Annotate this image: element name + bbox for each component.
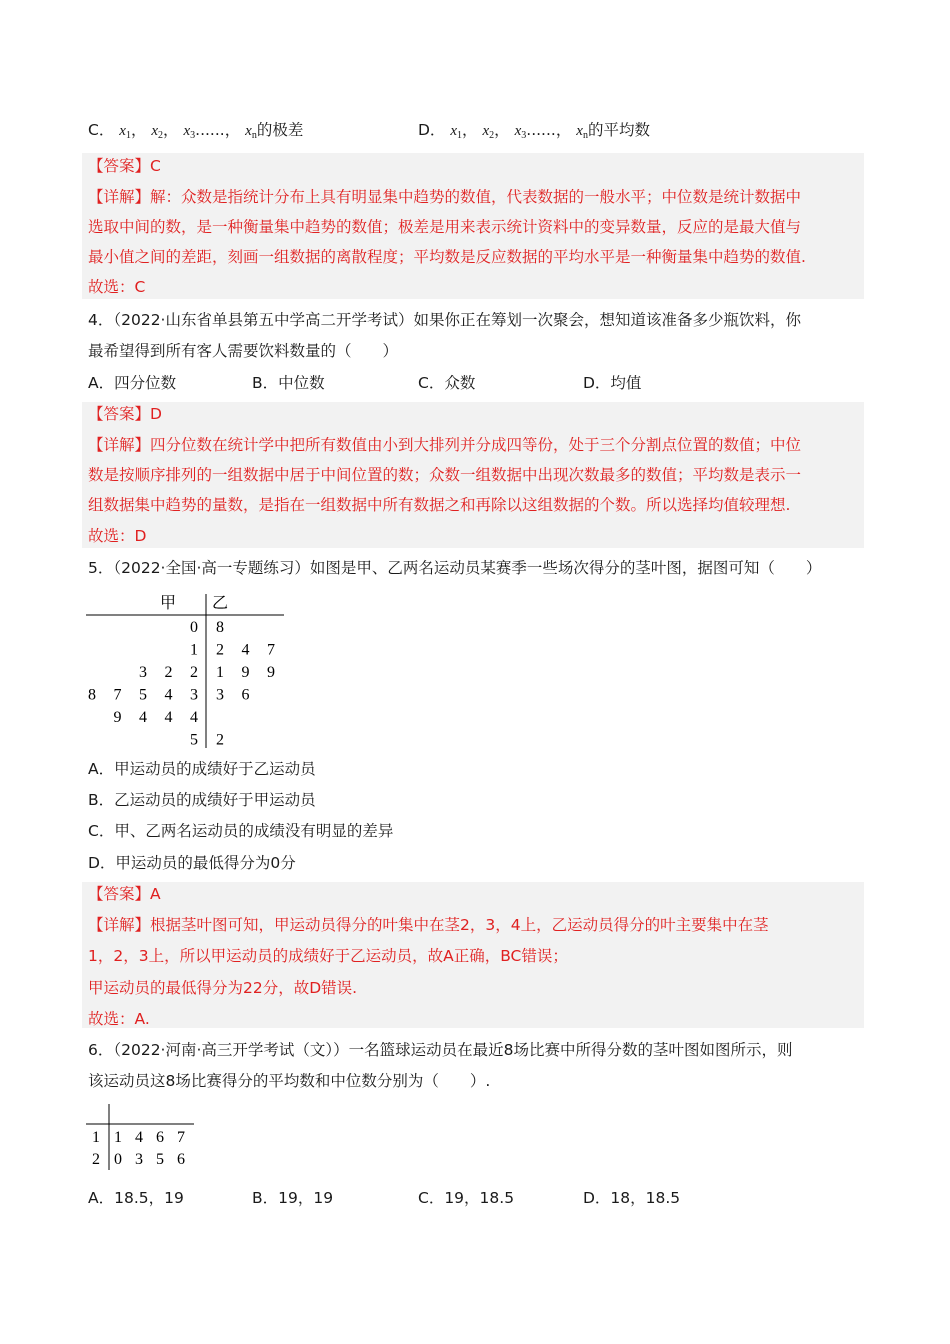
right-leaf: 3 bbox=[216, 686, 224, 704]
right-leaf: 2 bbox=[216, 641, 224, 659]
leaf-digit: 1 bbox=[114, 1129, 122, 1146]
q6-option-a: A．18.5，19 bbox=[88, 1189, 184, 1207]
leaf-digit: 3 bbox=[135, 1151, 143, 1168]
q5-answer: 【答案】A bbox=[88, 885, 161, 903]
stem-digit: 0 bbox=[190, 619, 198, 636]
leaf-digit: 0 bbox=[114, 1151, 122, 1168]
math-var: x bbox=[482, 123, 490, 139]
stem-digit: 1 bbox=[190, 641, 198, 659]
right-header: 乙 bbox=[212, 595, 229, 612]
q6-stem-line-1: 6．（2022·河南·高三开学考试（文））一名篮球运动员在最近8场比赛中所得分数的茎叶图如图所示，则 bbox=[88, 1041, 793, 1059]
left-leaf: 7 bbox=[113, 686, 122, 704]
left-leaf: 2 bbox=[164, 664, 173, 681]
stem-digit: 4 bbox=[190, 709, 198, 726]
math-var: x bbox=[245, 123, 252, 139]
stem-digit: 2 bbox=[190, 664, 198, 681]
stem-digit: 1 bbox=[92, 1129, 100, 1146]
q4-option-a: A．四分位数 bbox=[88, 374, 177, 392]
q3-option-c: C． $x_1$， $x_2$， $x_3$......， $x_n$的极差 bbox=[88, 121, 304, 141]
q3-answer: 【答案】C bbox=[88, 157, 161, 175]
q6-stem-leaf-plot bbox=[84, 1102, 204, 1172]
left-leaf: 4 bbox=[139, 709, 147, 726]
stem-digit: 2 bbox=[92, 1151, 100, 1168]
q5-detail-line-1: 【详解】根据茎叶图可知，甲运动员得分的叶集中在茎2，3，4上，乙运动员得分的叶主要集中在茎 bbox=[88, 916, 769, 934]
q5-stem-leaf-plot bbox=[84, 588, 304, 750]
right-leaf: 9 bbox=[241, 664, 250, 681]
q3-detail-line-1: 【详解】解：众数是指统计分布上具有明显集中趋势的数值，代表数据的一般水平；中位数是统计数据中 bbox=[88, 188, 802, 206]
leaf-digit: 6 bbox=[156, 1129, 164, 1146]
q4-answer: 【答案】D bbox=[88, 405, 162, 423]
q5-option-b: B．乙运动员的成绩好于甲运动员 bbox=[88, 791, 316, 809]
left-leaf: 8 bbox=[88, 686, 96, 704]
leaf-digit: 7 bbox=[177, 1129, 185, 1146]
q6-option-b: B．19，19 bbox=[252, 1189, 334, 1207]
q4-option-b: B．中位数 bbox=[252, 374, 325, 392]
stem-digit: 3 bbox=[190, 686, 198, 704]
math-var: x bbox=[514, 123, 522, 139]
q5-stem: 5．（2022·全国·高一专题练习）如图是甲、乙两名运动员某赛季一些场次得分的茎叶图，据图可知（ ） bbox=[88, 559, 822, 577]
q4-detail-line-3: 组数据集中趋势的量数，是指在一组数据中所有数据之和再除以这组数据的个数。所以选择均值较理想. bbox=[88, 496, 791, 514]
q5-detail-line-2: 1，2，3上，所以甲运动员的成绩好于乙运动员，故A正确，BC错误； bbox=[88, 947, 568, 965]
stem-digit: 5 bbox=[190, 731, 198, 749]
math-var: x bbox=[450, 123, 458, 139]
q6-option-d: D．18，18.5 bbox=[583, 1189, 681, 1207]
q5-option-d: D．甲运动员的最低得分为0分 bbox=[88, 854, 296, 872]
q4-stem-line-2: 最希望得到所有客人需要饮料数量的（ ） bbox=[88, 342, 399, 360]
q3-detail-line-3: 最小值之间的差距，刻画一组数据的离散程度；平均数是反应数据的平均水平是一种衡量集中趋势的数值. bbox=[88, 248, 806, 266]
q5-rows bbox=[88, 619, 275, 749]
q3-option-d: D． $x_1$， $x_2$， $x_3$......， $x_n$的平均数 bbox=[418, 121, 650, 141]
right-leaf: 2 bbox=[216, 731, 224, 749]
left-leaf: 4 bbox=[164, 686, 173, 704]
q5-detail-line-3: 甲运动员的最低得分为22分，故D错误. bbox=[88, 979, 358, 997]
right-leaf: 8 bbox=[216, 619, 224, 636]
q6-stem-line-2: 该运动员这8场比赛得分的平均数和中位数分别为（ ）. bbox=[88, 1072, 491, 1090]
q4-detail-line-4: 故选：D bbox=[88, 527, 147, 545]
right-leaf: 6 bbox=[241, 686, 250, 704]
q6-rows bbox=[92, 1129, 185, 1168]
q4-detail-line-1: 【详解】四分位数在统计学中把所有数值由小到大排列并分成四等份，处于三个分割点位置的数值；中位 bbox=[88, 436, 802, 454]
right-leaf: 9 bbox=[267, 664, 275, 681]
left-header: 甲 bbox=[160, 595, 177, 612]
right-leaf: 4 bbox=[241, 641, 250, 659]
math-var: x bbox=[576, 123, 583, 139]
left-leaf: 4 bbox=[164, 709, 173, 726]
leaf-digit: 4 bbox=[135, 1129, 143, 1146]
q5-option-a: A．甲运动员的成绩好于乙运动员 bbox=[88, 760, 316, 778]
q4-stem-line-1: 4．（2022·山东省单县第五中学高二开学考试）如果你正在筹划一次聚会，想知道该准备多少瓶饮料，你 bbox=[88, 311, 801, 329]
q4-option-d: D．均值 bbox=[583, 374, 642, 392]
q3-detail-line-4: 故选：C bbox=[88, 278, 146, 296]
q4-option-c: C．众数 bbox=[418, 374, 476, 392]
right-leaf: 1 bbox=[216, 664, 224, 681]
math-var: x bbox=[183, 123, 191, 139]
math-var: x bbox=[151, 123, 159, 139]
leaf-digit: 5 bbox=[156, 1151, 164, 1168]
leaf-digit: 6 bbox=[177, 1151, 185, 1168]
q5-detail-line-4: 故选：A. bbox=[88, 1010, 150, 1028]
left-leaf: 3 bbox=[139, 664, 147, 681]
math-var: x bbox=[119, 123, 126, 139]
right-leaf: 7 bbox=[267, 641, 275, 659]
q5-option-c: C．甲、乙两名运动员的成绩没有明显的差异 bbox=[88, 822, 394, 840]
left-leaf: 5 bbox=[139, 686, 147, 704]
left-leaf: 9 bbox=[113, 709, 122, 726]
q6-option-c: C．19，18.5 bbox=[418, 1189, 515, 1207]
q4-detail-line-2: 数是按顺序排列的一组数据中居于中间位置的数；众数一组数据中出现次数最多的数值；平均数是表示一 bbox=[88, 466, 802, 484]
q3-detail-line-2: 选取中间的数，是一种衡量集中趋势的数值；极差是用来表示统计资料中的变异数量，反应的是最大值与 bbox=[88, 218, 802, 236]
